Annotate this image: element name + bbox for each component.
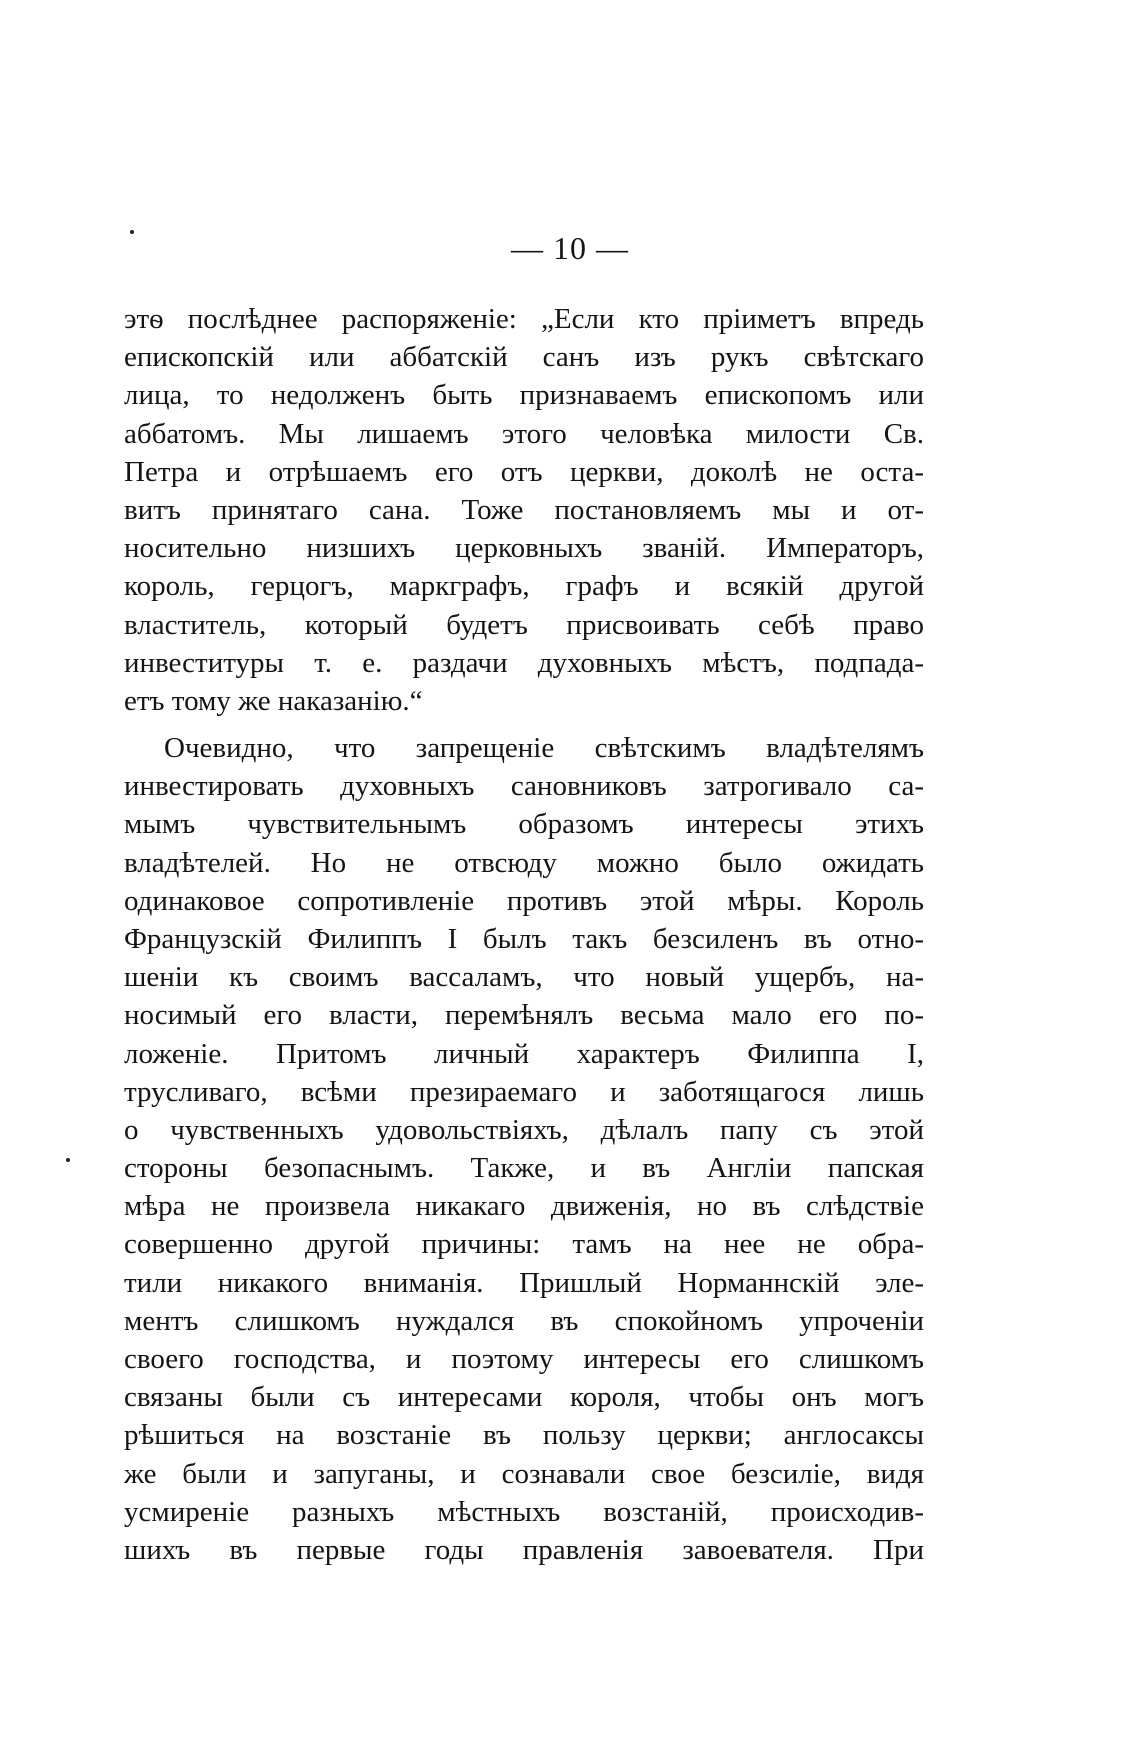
text-line: властитель, который будетъ присвоивать себѣ право: [124, 608, 924, 641]
text-line: этѳ послѣднее распоряженіе: „Если кто пріиметъ впредь: [124, 303, 924, 335]
text-line: совершенно другой причины: тамъ на нее не обра-: [124, 1228, 924, 1261]
page-number: — 10 —: [511, 230, 629, 266]
text-line: мѣра не произвела никакаго движенія, но въ слѣдствіе: [124, 1190, 924, 1223]
paragraph-1: [124, 300, 924, 720]
text-line: стороны безопаснымъ. Также, и въ Англіи папская: [124, 1152, 924, 1185]
text-line: мымъ чувствительнымъ образомъ интересы этихъ: [124, 808, 924, 841]
text-line: Французскій Филиппъ I былъ такъ безсиленъ въ отно-: [124, 922, 924, 955]
text-line: лица, то недолженъ быть признаваемъ епископомъ или: [124, 379, 924, 412]
text-line: шеніи къ своимъ вассаламъ, что новый ущербъ, на-: [124, 961, 924, 994]
text-line: одинаковое сопротивленіе противъ этой мѣры. Король: [124, 884, 924, 917]
text-line: же были и запуганы, и сознавали свое безсиліе, видя: [124, 1457, 924, 1490]
text-line: шихъ въ первые годы правленія завоевателя. При: [124, 1533, 924, 1566]
text-line: трусливаго, всѣми презираемаго и заботящагося лишь: [124, 1075, 924, 1108]
text-line: инвестировать духовныхъ сановниковъ затрогивало са-: [124, 770, 924, 803]
text-line: Петра и отрѣшаемъ его отъ церкви, доколѣ не оста-: [124, 455, 924, 488]
text-line: инвеституры т. е. раздачи духовныхъ мѣстъ, подпада-: [124, 646, 924, 679]
text-line: связаны были съ интересами короля, чтобы онъ могъ: [124, 1381, 924, 1414]
text-line: епископскій или аббатскій санъ изъ рукъ свѣтскаго: [124, 341, 924, 374]
text-line: рѣшиться на возстаніе въ пользу церкви; англосаксы: [124, 1419, 924, 1452]
text-line: своего господства, и поэтому интересы его слишкомъ: [124, 1343, 924, 1375]
text-line: ложеніе. Притомъ личный характеръ Филиппа I,: [124, 1037, 924, 1070]
text-line: о чувственныхъ удовольствіяхъ, дѣлалъ папу съ этой: [124, 1113, 924, 1146]
scan-speck: [66, 1158, 70, 1162]
text-line: витъ принятаго сана. Тоже постановляемъ мы и от-: [124, 493, 924, 526]
text-line: Очевидно, что запрещеніе свѣтскимъ владѣтелямъ: [164, 732, 924, 764]
text-line: аббатомъ. Мы лишаемъ этого человѣка милости Св.: [124, 417, 924, 450]
text-line: усмиреніе разныхъ мѣстныхъ возстаній, происходив-: [124, 1495, 924, 1528]
text-line: король, герцогъ, маркграфъ, графъ и всякій другой: [124, 570, 924, 603]
text-line: ментъ слишкомъ нуждался въ спокойномъ упроченіи: [124, 1304, 924, 1337]
text-line: тили никакого вниманія. Пришлый Норманнскій эле-: [124, 1266, 924, 1299]
text-line: етъ тому же наказанію.“: [124, 684, 423, 717]
text-line: носимый его власти, перемѣнялъ весьма мало его по-: [124, 999, 924, 1032]
text-line: владѣтелей. Но не отвсюду можно было ожидать: [124, 846, 924, 879]
text-line: носительно низшихъ церковныхъ званій. Императоръ,: [124, 532, 924, 565]
paragraph-2: [124, 729, 924, 1569]
